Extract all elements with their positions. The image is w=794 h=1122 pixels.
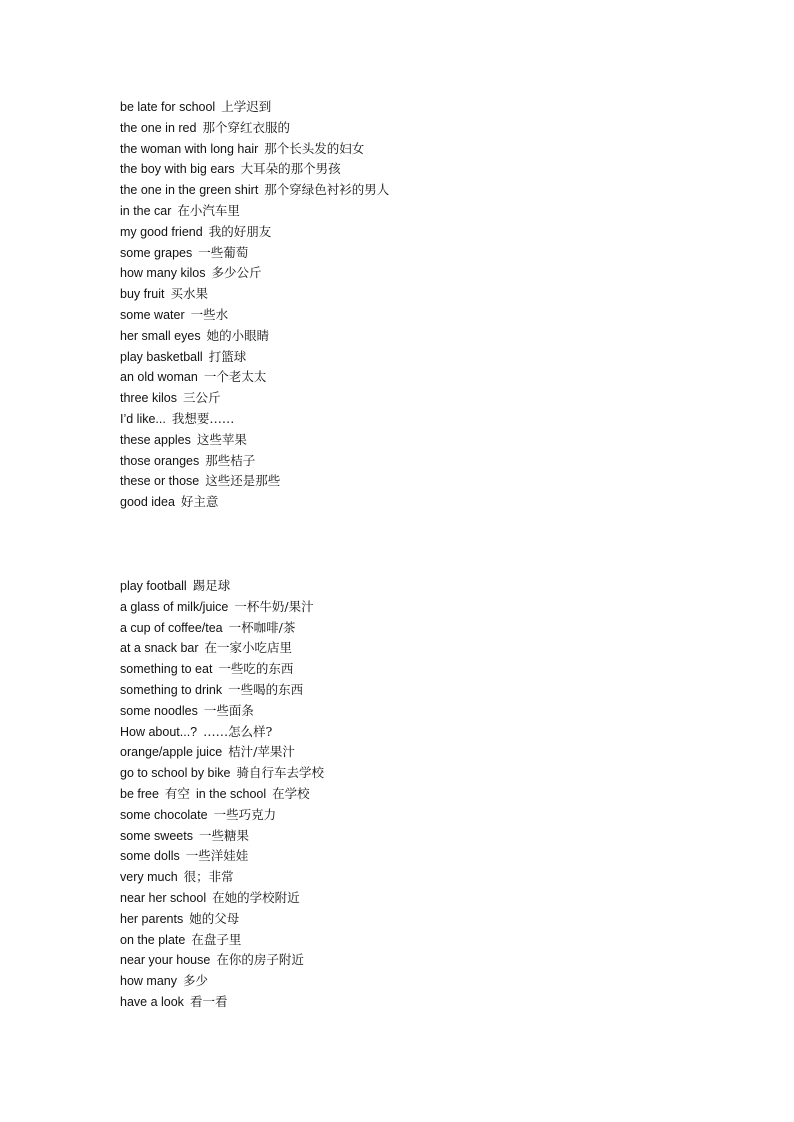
vocab-item — [120, 909, 720, 930]
vocab-list-1 — [120, 97, 720, 513]
chinese-translation: 在她的学校附近 — [212, 889, 300, 905]
vocab-item — [120, 118, 720, 139]
vocab-item — [120, 492, 720, 513]
vocab-item — [120, 826, 720, 847]
chinese-translation: 在小汽车里 — [177, 202, 240, 218]
chinese-translation: 一些喝的东西 — [228, 681, 304, 697]
vocab-item — [120, 950, 720, 971]
chinese-translation: 买水果 — [170, 286, 208, 302]
chinese-translation: 踢足球 — [192, 578, 231, 593]
vocab-list-2 — [120, 576, 720, 1013]
vocab-item — [120, 805, 720, 826]
english-phrase: orange/apple juice — [120, 745, 223, 760]
chinese-translation: 一些糖果 — [198, 827, 249, 843]
vocab-item — [120, 347, 720, 368]
chinese-translation: ……怎么样? — [203, 723, 273, 739]
chinese-translation: 她的父母 — [189, 910, 240, 926]
chinese-translation: 一杯牛奶/果汁 — [234, 598, 314, 614]
chinese-translation: 在学校 — [272, 785, 310, 801]
english-phrase: buy fruit — [120, 287, 165, 302]
chinese-translation: 多少公斤 — [211, 265, 262, 281]
english-phrase: in the school — [195, 786, 267, 801]
vocab-item — [120, 638, 720, 659]
vocab-item — [120, 305, 720, 326]
chinese-translation: 在你的房子附近 — [216, 952, 304, 968]
english-phrase: the one in the green shirt — [120, 183, 259, 198]
english-phrase: some noodles — [120, 703, 198, 718]
vocab-item — [120, 971, 720, 992]
vocab-item — [120, 430, 720, 451]
english-phrase: the woman with long hair — [120, 141, 259, 156]
english-phrase: these apples — [120, 432, 191, 447]
vocab-item — [120, 742, 720, 763]
chinese-translation: 骑自行车去学校 — [236, 765, 325, 781]
chinese-translation: 很；非常 — [183, 869, 234, 885]
vocab-item — [120, 284, 720, 305]
english-phrase: her small eyes — [120, 328, 201, 343]
vocab-item — [120, 597, 720, 618]
chinese-translation: 一些巧克力 — [213, 806, 277, 822]
chinese-translation: 有空 — [164, 785, 190, 801]
chinese-translation: 那些桔子 — [205, 452, 256, 468]
chinese-translation: 在一家小吃店里 — [204, 640, 293, 656]
english-phrase: some dolls — [120, 849, 180, 864]
vocab-item — [120, 326, 720, 347]
chinese-translation: 大耳朵的那个男孩 — [240, 161, 341, 177]
vocab-item — [120, 867, 720, 888]
english-phrase: the boy with big ears — [120, 162, 235, 177]
vocab-item — [120, 680, 720, 701]
chinese-translation: 那个穿红衣服的 — [202, 119, 290, 135]
vocab-item — [120, 388, 720, 409]
english-phrase: in the car — [120, 203, 172, 218]
vocab-item — [120, 451, 720, 472]
english-phrase: near your house — [120, 953, 211, 968]
english-phrase: some grapes — [120, 245, 193, 260]
english-phrase: something to eat — [120, 662, 213, 677]
vocab-item — [120, 576, 720, 597]
chinese-translation: 在盘子里 — [191, 931, 242, 947]
vocab-item — [120, 888, 720, 909]
vocab-item — [120, 222, 720, 243]
vocab-item — [120, 846, 720, 867]
english-phrase: go to school by bike — [120, 766, 231, 781]
english-phrase: be free — [120, 786, 159, 801]
chinese-translation: 一些水 — [190, 306, 229, 322]
vocab-item — [120, 722, 720, 743]
vocab-item — [120, 139, 720, 160]
english-phrase: near her school — [120, 890, 207, 905]
english-phrase: How about...? — [120, 724, 198, 739]
vocab-item — [120, 263, 720, 284]
chinese-translation: 我的好朋友 — [208, 223, 272, 239]
english-phrase: my good friend — [120, 224, 203, 239]
english-phrase: very much — [120, 870, 178, 885]
vocab-item — [120, 243, 720, 264]
chinese-translation: 一些吃的东西 — [218, 661, 294, 677]
vocab-item — [120, 992, 720, 1013]
vocab-item — [120, 618, 720, 639]
english-phrase: her parents — [120, 911, 184, 926]
chinese-translation: 一些面条 — [203, 702, 254, 718]
vocab-item — [120, 659, 720, 680]
english-phrase: a cup of coffee/tea — [120, 620, 223, 635]
chinese-translation: 一些葡萄 — [198, 244, 249, 260]
chinese-translation: 三公斤 — [182, 390, 221, 406]
english-phrase: three kilos — [120, 391, 177, 406]
english-phrase: I’d like... — [120, 411, 166, 426]
english-phrase: something to drink — [120, 682, 223, 697]
vocab-item — [120, 409, 720, 430]
chinese-translation: 上学迟到 — [221, 99, 272, 114]
chinese-translation: 桔汁/苹果汁 — [228, 744, 295, 760]
chinese-translation: 一些洋娃娃 — [185, 848, 249, 864]
english-phrase: be late for school — [120, 100, 216, 114]
vocab-item — [120, 784, 720, 805]
english-phrase: these or those — [120, 474, 200, 489]
vocab-item — [120, 201, 720, 222]
english-phrase: at a snack bar — [120, 641, 199, 656]
english-phrase: have a look — [120, 994, 184, 1009]
chinese-translation: 那个长头发的妇女 — [264, 140, 365, 156]
chinese-translation: 好主意 — [180, 494, 219, 510]
vocab-item — [120, 180, 720, 201]
chinese-translation: 这些苹果 — [196, 431, 247, 447]
vocab-item — [120, 159, 720, 180]
english-phrase: good idea — [120, 495, 175, 510]
vocab-item — [120, 367, 720, 388]
english-phrase: those oranges — [120, 453, 200, 468]
english-phrase: a glass of milk/juice — [120, 599, 229, 614]
chinese-translation: 那个穿绿色衬衫的男人 — [264, 182, 390, 198]
chinese-translation: 她的小眼睛 — [206, 327, 270, 343]
english-phrase: play basketball — [120, 349, 203, 364]
english-phrase: some sweets — [120, 828, 193, 843]
english-phrase: how many — [120, 974, 177, 989]
chinese-translation: 一个老太太 — [203, 369, 267, 385]
english-phrase: an old woman — [120, 370, 198, 385]
english-phrase: play football — [120, 579, 187, 593]
vocab-item — [120, 471, 720, 492]
vocab-item — [120, 97, 720, 118]
english-phrase: some water — [120, 307, 185, 322]
english-phrase: on the plate — [120, 932, 186, 947]
chinese-translation: 一杯咖啡/茶 — [228, 619, 296, 635]
vocab-item — [120, 763, 720, 784]
vocab-item — [120, 701, 720, 722]
english-phrase: how many kilos — [120, 266, 206, 281]
vocab-item — [120, 930, 720, 951]
chinese-translation: 这些还是那些 — [205, 473, 281, 489]
english-phrase: some chocolate — [120, 807, 208, 822]
chinese-translation: 打篮球 — [208, 348, 247, 364]
chinese-translation: 多少 — [182, 973, 208, 989]
english-phrase: the one in red — [120, 120, 197, 135]
chinese-translation: 看一看 — [189, 993, 228, 1009]
chinese-translation: 我想要…… — [171, 410, 235, 426]
